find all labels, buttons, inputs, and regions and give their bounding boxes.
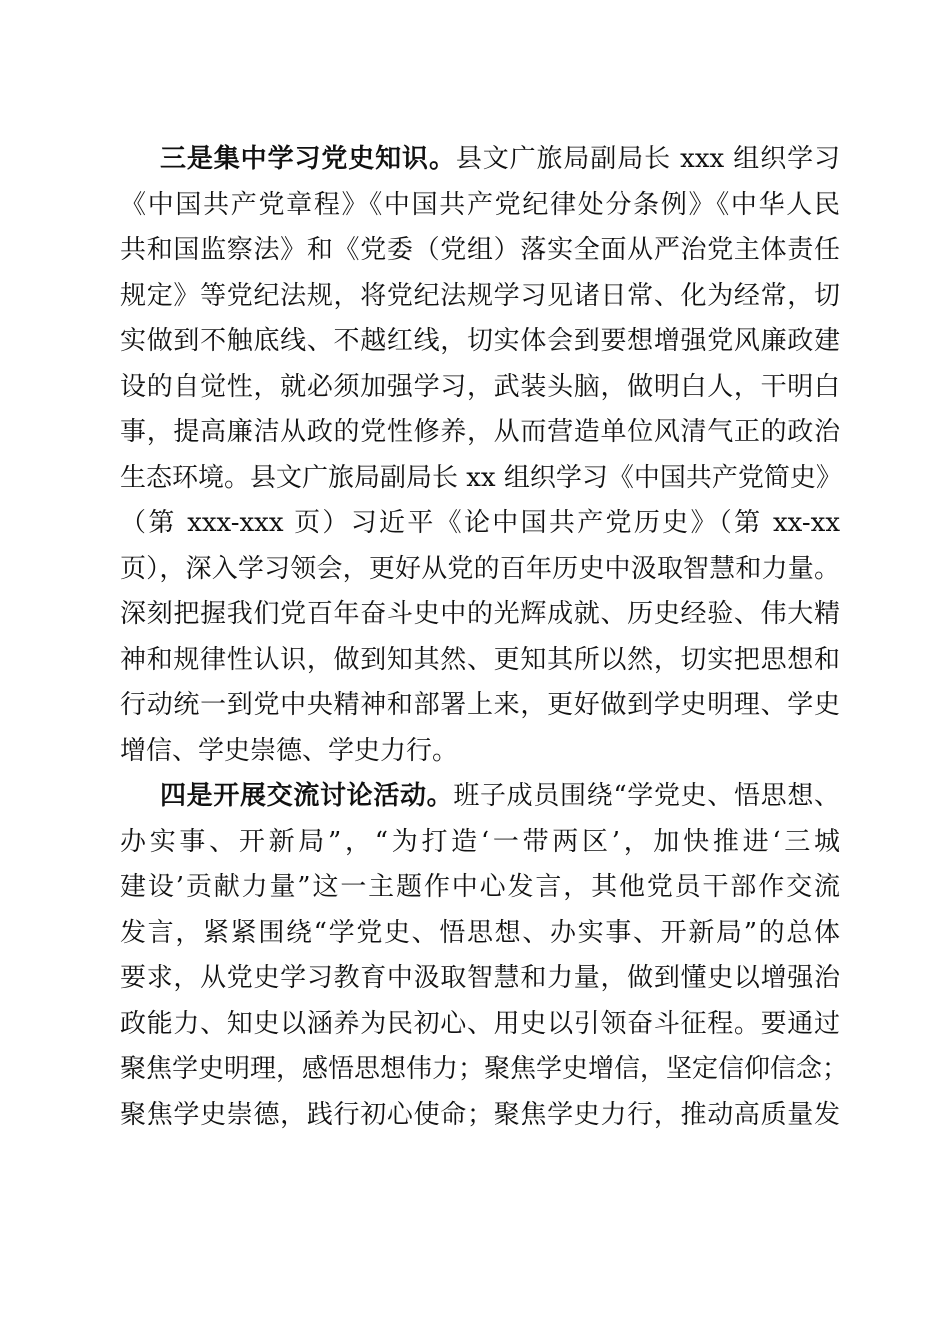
paragraph-1-line-2: 《中国共产党章程》《中国共产党纪律处分条例》《中华人民 <box>120 189 840 220</box>
paragraph-1-line-11: 深刻把握我们党百年奋斗史中的光辉成就、历史经验、伟大精 <box>120 599 840 629</box>
paragraph-2-line-6: 政能力、知史以涵养为民初心、用史以引领奋斗征程。要通过 <box>120 1008 840 1039</box>
paragraph-2-line-2: 办实事、开新局”，“为打造‘一带两区’，加快推进‘三城 <box>120 826 840 857</box>
paragraph-1-lead: 三是集中学习党史知识。 <box>160 144 456 174</box>
paragraph-1-line-3: 共和国监察法》和《党委（党组）落实全面从严治党主体责任 <box>120 235 840 265</box>
paragraph-2-line-8: 聚焦学史崇德，践行初心使命；聚焦学史力行，推动高质量发 <box>120 1099 840 1130</box>
paragraph-1-line-12: 神和规律性认识，做到知其然、更知其所以然，切实把思想和 <box>120 644 840 675</box>
paragraph-1-line-9: （第 xxx-xxx 页）习近平《论中国共产党历史》（第 xx-xx <box>120 508 840 538</box>
paragraph-1-line-1-text: 县文广旅局副局长 xxx 组织学习 <box>455 144 840 174</box>
paragraph-1-line-10: 页），深入学习领会，更好从党的百年历史中汲取智慧和力量。 <box>120 553 840 584</box>
paragraph-2-line-5: 要求，从党史学习教育中汲取智慧和力量，做到懂史以增强治 <box>120 963 840 993</box>
paragraph-1-line-4: 规定》等党纪法规，将党纪法规学习见诸日常、化为经常，切 <box>120 280 840 311</box>
paragraph-2-lead: 四是开展交流讨论活动。 <box>160 781 454 811</box>
paragraph-1-line-8: 生态环境。县文广旅局副局长 xx 组织学习《中国共产党简史》 <box>120 462 842 493</box>
paragraph-1-line-1 <box>120 137 840 183</box>
paragraph-2-line-3: 建设’贡献力量”这一主题作中心发言，其他党员干部作交流 <box>120 872 840 902</box>
paragraph-2-line-7: 聚焦学史明理，感悟思想伟力；聚焦学史增信，坚定信仰信念； <box>120 1054 849 1084</box>
body-text <box>120 137 849 1138</box>
paragraph-2-line-4: 发言，紧紧围绕“学党史、悟思想、办实事、开新局”的总体 <box>120 917 840 948</box>
paragraph-1-line-7: 事，提高廉洁从政的党性修养，从而营造单位风清气正的政治 <box>120 417 840 447</box>
paragraph-2-line-1-text: 班子成员围绕“学党史、悟思想、 <box>453 781 840 811</box>
paragraph-1-line-5: 实做到不触底线、不越红线，切实体会到要想增强党风廉政建 <box>120 326 840 356</box>
paragraph-1-line-14: 增信、学史崇德、学史力行。 <box>120 735 459 766</box>
paragraph-1-line-13: 行动统一到党中央精神和部署上来，更好做到学史明理、学史 <box>120 690 840 720</box>
paragraph-2-line-1 <box>120 774 840 820</box>
paragraph-1-line-6: 设的自觉性，就必须加强学习，武装头脑，做明白人，干明白 <box>120 371 840 402</box>
